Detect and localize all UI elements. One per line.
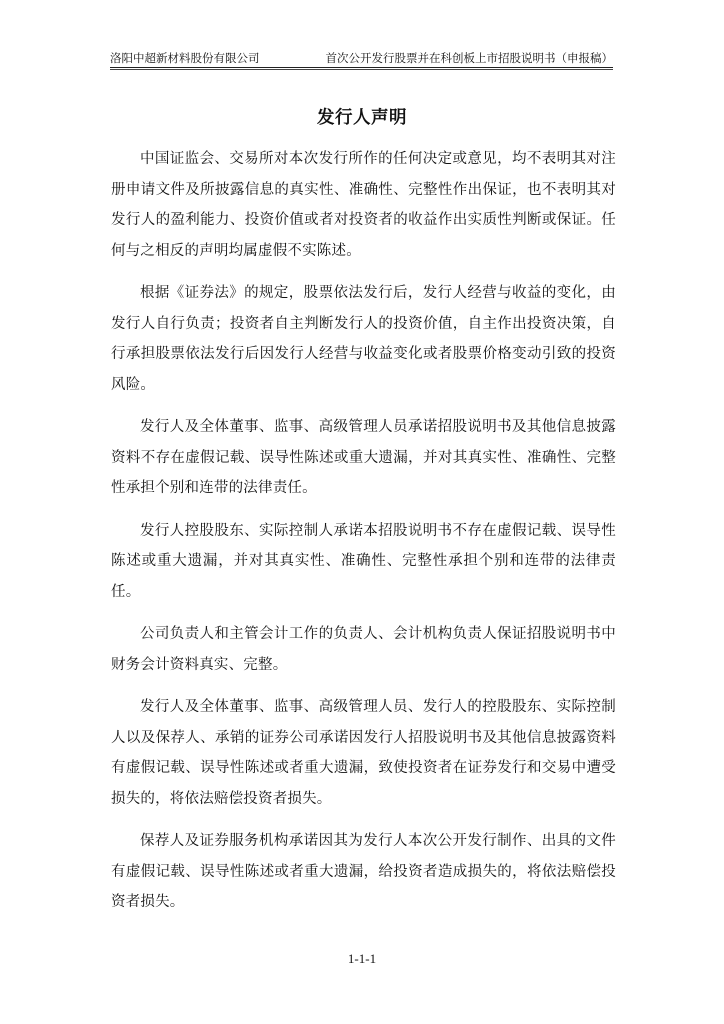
paragraph: 根据《证券法》的规定，股票依法发行后，发行人经营与收益的变化，由发行人自行负责；投资者自主判断发行人的投资价值，自主作出投资决策，自行承担股票依法发行后因发行人经营与收益变化或者股票价格变动引致的投资风险。 [111, 285, 616, 393]
paragraph: 发行人及全体董事、监事、高级管理人员承诺招股说明书及其他信息披露资料不存在虚假记载、误导性陈述或重大遗漏，并对其真实性、准确性、完整性承担个别和连带的法律责任。 [111, 419, 616, 496]
page-number: 1-1-1 [347, 951, 377, 966]
paragraph: 中国证监会、交易所对本次发行所作的任何决定或意见，均不表明其对注册申请文件及所披露信息的真实性、准确性、完整性作出保证，也不表明其对发行人的盈利能力、投资价值或者对投资者的收益作出实质性判断或保证。任何与之相反的声明均属虚假不实陈述。 [111, 151, 616, 259]
page-title: 发行人声明 [317, 108, 407, 128]
page-header [110, 50, 613, 66]
header-document-title: 首次公开发行股票并在科创板上市招股说明书（申报稿） [325, 51, 613, 65]
header-company-name: 洛阳中超新材料股份有限公司 [110, 51, 260, 65]
header-rule-thin [110, 69, 613, 70]
paragraph: 保荐人及证券服务机构承诺因其为发行人本次公开发行制作、出具的文件有虚假记载、误导性陈述或者重大遗漏，给投资者造成损失的，将依法赔偿投资者损失。 [111, 833, 616, 910]
paragraph: 公司负责人和主管会计工作的负责人、会计机构负责人保证招股说明书中财务会计资料真实、完整。 [111, 626, 616, 673]
statement-body [111, 144, 616, 930]
header-rule [110, 67, 613, 68]
paragraph: 发行人控股股东、实际控制人承诺本招股说明书不存在虚假记载、误导性陈述或重大遗漏，并对其真实性、准确性、完整性承担个别和连带的法律责任。 [111, 522, 616, 600]
paragraph: 发行人及全体董事、监事、高级管理人员、发行人的控股股东、实际控制人以及保荐人、承销的证券公司承诺因发行人招股说明书及其他信息披露资料有虚假记载、误导性陈述或者重大遗漏，致使投资者在证券发行和交易中遭受损失的，将依法赔偿投资者损失。 [111, 699, 616, 807]
